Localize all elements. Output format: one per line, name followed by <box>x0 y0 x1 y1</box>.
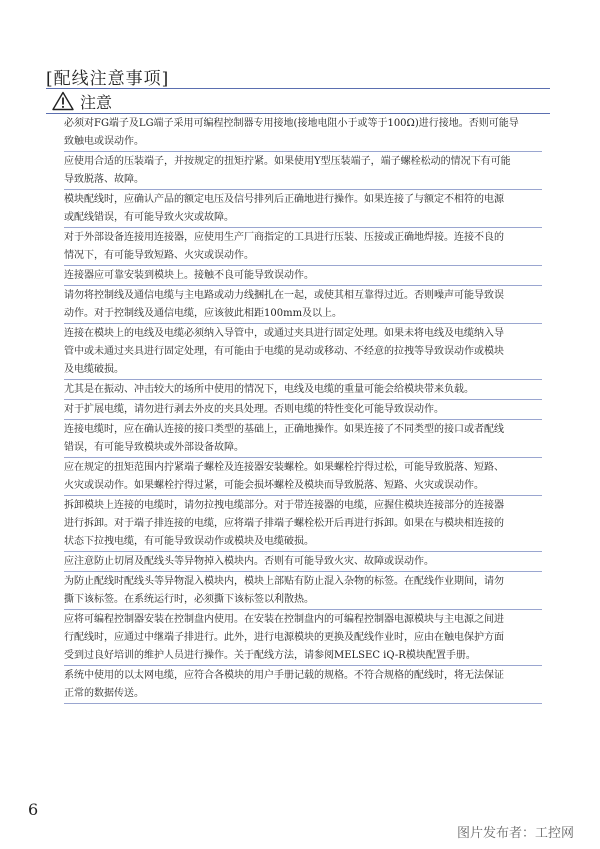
caution-item <box>64 266 542 286</box>
caution-item-line: 火灾或误动作。如果螺栓拧得过紧，可能会损坏螺栓及模块而导致脱落、短路、火灾或误动作。 <box>64 480 484 491</box>
caution-item <box>64 610 542 666</box>
caution-item <box>64 458 542 496</box>
caution-item-line: 导致脱落、故障。 <box>64 174 144 185</box>
caution-item-line: 动作。对于控制线及通信电缆，应该彼此相距100mm及以上。 <box>64 308 343 319</box>
caution-item-line: 致触电或误动作。 <box>64 136 144 147</box>
caution-item <box>64 400 542 420</box>
caution-item-line: 应在规定的扭矩范围内拧紧端子螺栓及连接器安装螺栓。如果螺栓拧得过松，可能导致脱落、短路、 <box>64 462 504 473</box>
caution-item-line: 对于扩展电缆，请勿进行剥去外皮的夹具处理。否则电缆的特性变化可能导致误动作。 <box>64 404 444 415</box>
caution-item-line: 及电缆破损。 <box>64 364 124 375</box>
caution-item-line: 应注意防止切屑及配线头等异物掉入模块内。否则有可能导致火灾、故障或误动作。 <box>64 556 434 567</box>
caution-item-line: 行配线时，应通过中继端子排进行。此外，进行电源模块的更换及配线作业时，应由在触电保护方面 <box>64 632 504 643</box>
caution-item <box>64 666 542 704</box>
caution-item-line: 或配线错误，有可能导致火灾或故障。 <box>64 212 234 223</box>
caution-title: 注意 <box>80 92 113 112</box>
caution-item <box>64 114 542 152</box>
caution-item-line: 尤其是在振动、冲击较大的场所中使用的情况下，电线及电缆的重量可能会给模块带来负载。 <box>64 384 474 395</box>
caution-item-line: 应使用合适的压装端子，并按规定的扭矩拧紧。如果使用Y型压装端子，端子螺栓松动的情况下有可能 <box>64 156 511 167</box>
caution-item-line: 进行拆卸。对于端子排连接的电缆，应将端子排端子螺栓松开后再进行拆卸。如果在与模块相连接的 <box>64 518 504 529</box>
watermark-text: 图片发布者：工控网 <box>456 826 574 841</box>
caution-item-line: 错误，有可能导致模块或外部设备故障。 <box>64 442 244 453</box>
caution-item-line: 撕下该标签。在系统运行时，必须撕下该标签以利散热。 <box>64 594 314 605</box>
caution-item-line: 应将可编程控制器安装在控制盘内使用。在安装在控制盘内的可编程控制器电源模块与主电源之间进 <box>64 614 504 625</box>
warning-triangle-icon <box>52 91 74 111</box>
caution-item <box>64 228 542 266</box>
caution-item <box>64 552 542 572</box>
page-number: 6 <box>28 800 39 819</box>
caution-item-line: 受到过良好培训的维护人员进行操作。关于配线方法，请参阅MELSEC iQ-R模块配置手册。 <box>64 650 476 661</box>
caution-item <box>64 572 542 610</box>
caution-item-line: 状态下拉拽电缆，有可能导致误动作或模块及电缆破损。 <box>64 536 314 547</box>
caution-item-line: 模块配线时，应确认产品的额定电压及信号排列后正确地进行操作。如果连接了与额定不相符的电源 <box>64 194 504 205</box>
caution-item-line: 管中或未通过夹具进行固定处理，有可能由于电缆的晃动或移动、不经意的拉拽等导致误动作或模块 <box>64 346 504 357</box>
caution-items-list <box>64 114 542 704</box>
caution-item-line: 请勿将控制线及通信电缆与主电路或动力线捆扎在一起，或使其相互靠得过近。否则噪声可能导致误 <box>64 290 504 301</box>
caution-item-line: 正常的数据传送。 <box>64 688 144 699</box>
caution-header <box>46 88 550 114</box>
caution-item-line: 连接电缆时，应在确认连接的接口类型的基础上，正确地操作。如果连接了不同类型的接口或者配线 <box>64 424 504 435</box>
section-heading: [配线注意事项] <box>46 69 170 89</box>
caution-item-line: 对于外部设备连接用连接器，应使用生产厂商指定的工具进行压装、压接或正确地焊接。连接不良的 <box>64 232 504 243</box>
caution-item <box>64 152 542 190</box>
caution-item <box>64 420 542 458</box>
caution-item-line: 情况下，有可能导致短路、火灾或误动作。 <box>64 250 254 261</box>
caution-item-line: 连接器应可靠安装到模块上。接触不良可能导致误动作。 <box>64 270 314 281</box>
caution-item-line: 系统中使用的以太网电缆，应符合各模块的用户手册记载的规格。不符合规格的配线时，将无法保证 <box>64 670 504 681</box>
caution-item-line: 连接在模块上的电线及电缆必须纳入导管中，或通过夹具进行固定处理。如果未将电线及电缆纳入导 <box>64 328 504 339</box>
caution-item <box>64 496 542 552</box>
caution-item <box>64 324 542 380</box>
caution-item <box>64 190 542 228</box>
caution-item-line: 必须对FG端子及LG端子采用可编程控制器专用接地(接地电阻小于或等于100Ω)进行接地。否则可能导 <box>64 118 519 129</box>
caution-item-line: 为防止配线时配线头等异物混入模块内，模块上部贴有防止混入杂物的标签。在配线作业期间，请勿 <box>64 576 504 587</box>
caution-item <box>64 380 542 400</box>
caution-item <box>64 286 542 324</box>
caution-item-line: 拆卸模块上连接的电缆时，请勿拉拽电缆部分。对于带连接器的电缆，应握住模块连接部分的连接器 <box>64 500 504 511</box>
